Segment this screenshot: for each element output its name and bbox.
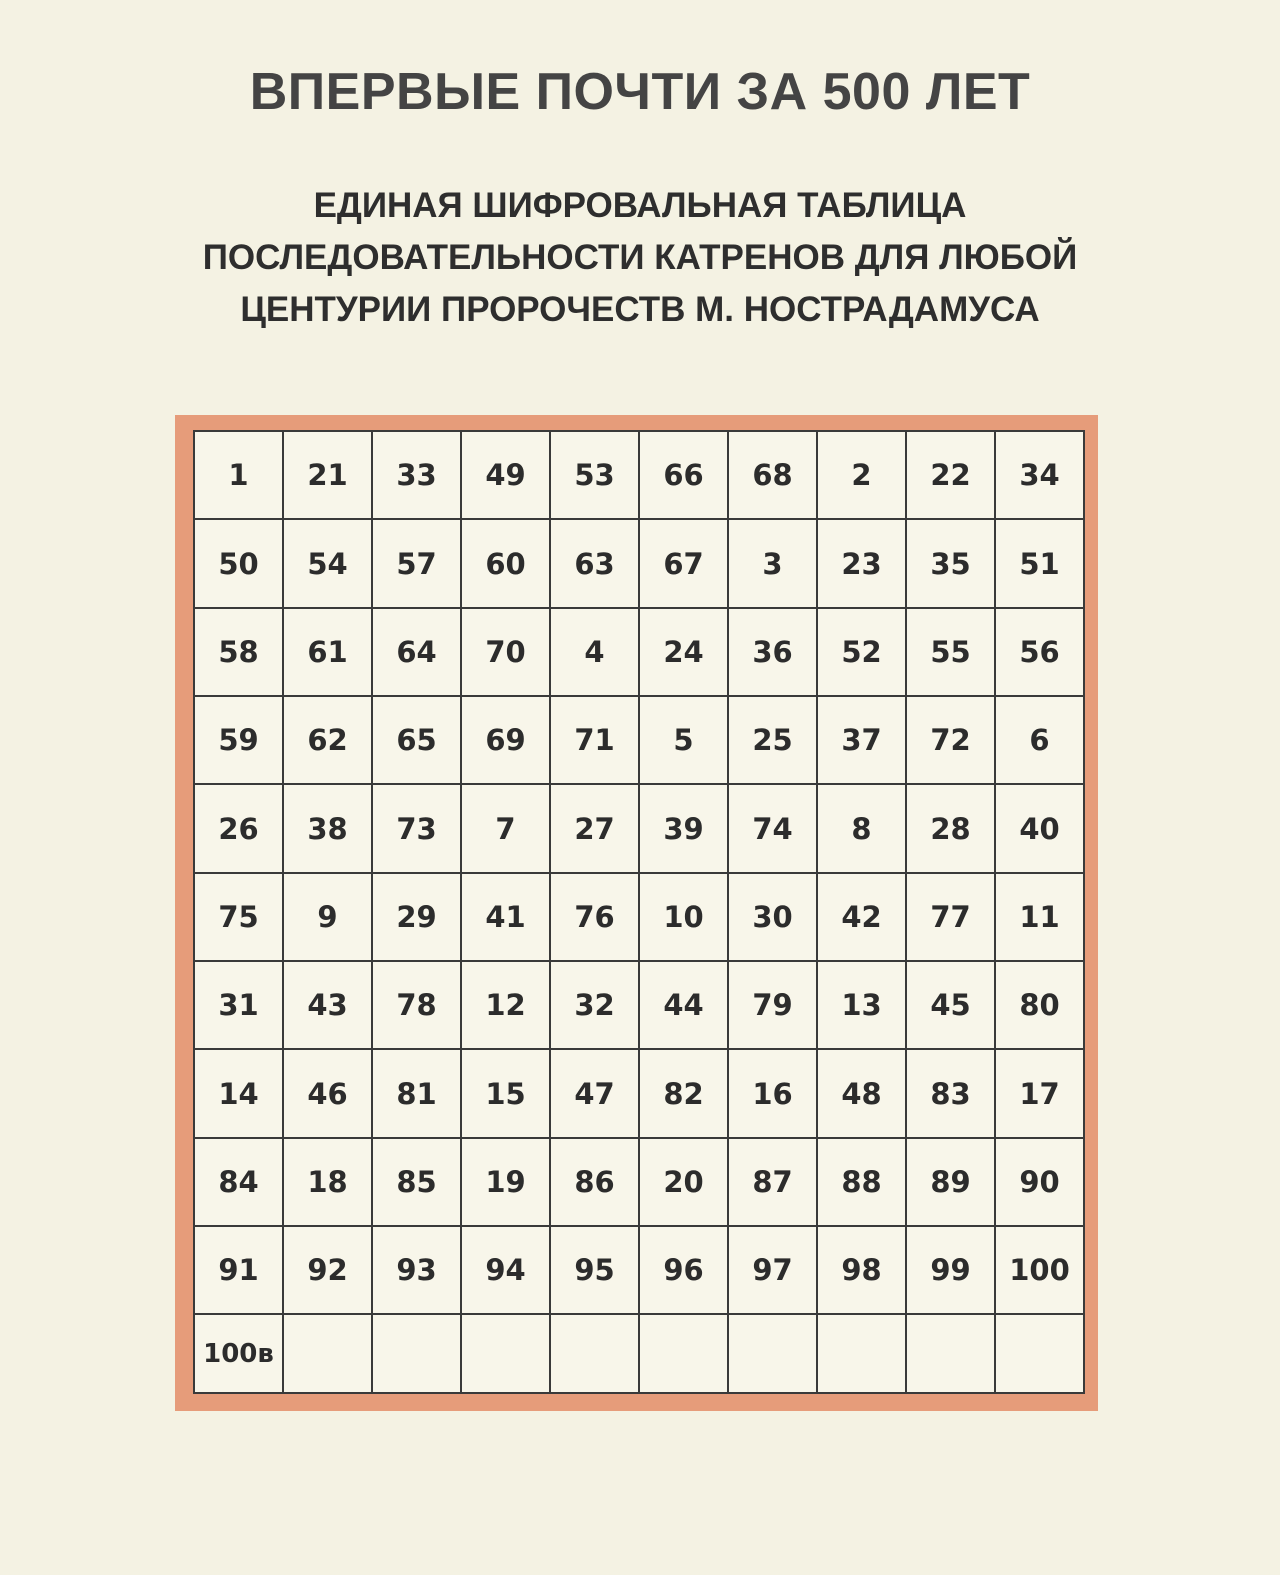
- table-cell: 23: [817, 519, 906, 607]
- table-cell: 4: [550, 608, 639, 696]
- table-cell: [995, 1314, 1084, 1393]
- table-row: [194, 784, 1084, 872]
- table-cell: 86: [550, 1138, 639, 1226]
- table-cell: [728, 1314, 817, 1393]
- table-cell: 36: [728, 608, 817, 696]
- table-cell: 12: [461, 961, 550, 1049]
- subtitle-line: ЕДИНАЯ ШИФРОВАЛЬНАЯ ТАБЛИЦА: [313, 186, 967, 225]
- table-cell: 76: [550, 873, 639, 961]
- table-cell: 90: [995, 1138, 1084, 1226]
- table-cell: 37: [817, 696, 906, 784]
- cipher-table: [193, 430, 1085, 1394]
- table-cell: 13: [817, 961, 906, 1049]
- table-cell: 67: [639, 519, 728, 607]
- table-cell: 24: [639, 608, 728, 696]
- table-cell: 27: [550, 784, 639, 872]
- table-cell: 50: [194, 519, 283, 607]
- table-row: [194, 431, 1084, 519]
- table-row: [194, 519, 1084, 607]
- table-cell: 72: [906, 696, 995, 784]
- table-cell: 49: [461, 431, 550, 519]
- table-cell: 84: [194, 1138, 283, 1226]
- table-cell: 57: [372, 519, 461, 607]
- table-cell: 70: [461, 608, 550, 696]
- table-cell: 82: [639, 1049, 728, 1137]
- table-row: [194, 1138, 1084, 1226]
- table-cell: 35: [906, 519, 995, 607]
- table-cell: 92: [283, 1226, 372, 1314]
- table-cell: 56: [995, 608, 1084, 696]
- table-cell: [550, 1314, 639, 1393]
- table-cell: 14: [194, 1049, 283, 1137]
- table-cell: 97: [728, 1226, 817, 1314]
- table-cell: 46: [283, 1049, 372, 1137]
- table-row: [194, 696, 1084, 784]
- table-cell: 38: [283, 784, 372, 872]
- table-cell: 78: [372, 961, 461, 1049]
- table-cell: 30: [728, 873, 817, 961]
- table-cell: 63: [550, 519, 639, 607]
- table-cell: 34: [995, 431, 1084, 519]
- table-cell: 66: [639, 431, 728, 519]
- table-cell: 98: [817, 1226, 906, 1314]
- cipher-table-body: [194, 431, 1084, 1393]
- table-cell: 77: [906, 873, 995, 961]
- table-cell: 81: [372, 1049, 461, 1137]
- table-cell: 31: [194, 961, 283, 1049]
- table-row: [194, 1049, 1084, 1137]
- table-cell: 83: [906, 1049, 995, 1137]
- table-cell: 85: [372, 1138, 461, 1226]
- table-cell: 55: [906, 608, 995, 696]
- table-cell: 33: [372, 431, 461, 519]
- table-cell: 100: [995, 1226, 1084, 1314]
- table-cell: 20: [639, 1138, 728, 1226]
- table-cell: 8: [817, 784, 906, 872]
- table-row: [194, 873, 1084, 961]
- table-cell: 51: [995, 519, 1084, 607]
- table-cell: 94: [461, 1226, 550, 1314]
- table-cell: [906, 1314, 995, 1393]
- table-cell: 68: [728, 431, 817, 519]
- table-cell: 75: [194, 873, 283, 961]
- table-cell: 1: [194, 431, 283, 519]
- table-cell: 25: [728, 696, 817, 784]
- table-cell: 28: [906, 784, 995, 872]
- table-cell: 60: [461, 519, 550, 607]
- table-cell: 71: [550, 696, 639, 784]
- table-cell: 80: [995, 961, 1084, 1049]
- table-cell: 32: [550, 961, 639, 1049]
- table-cell: [283, 1314, 372, 1393]
- table-cell: 3: [728, 519, 817, 607]
- table-cell: 52: [817, 608, 906, 696]
- table-row: [194, 1226, 1084, 1314]
- table-cell: 88: [817, 1138, 906, 1226]
- table-cell: 48: [817, 1049, 906, 1137]
- table-cell: 43: [283, 961, 372, 1049]
- table-cell: 79: [728, 961, 817, 1049]
- table-row: [194, 608, 1084, 696]
- table-cell: 2: [817, 431, 906, 519]
- table-cell: 40: [995, 784, 1084, 872]
- subtitle: [0, 180, 1280, 336]
- table-cell: 69: [461, 696, 550, 784]
- subtitle-line: ПОСЛЕДОВАТЕЛЬНОСТИ КАТРЕНОВ ДЛЯ ЛЮБОЙ: [202, 238, 1078, 277]
- table-cell: 21: [283, 431, 372, 519]
- table-cell: 62: [283, 696, 372, 784]
- table-cell: 19: [461, 1138, 550, 1226]
- table-cell: 74: [728, 784, 817, 872]
- table-cell: 73: [372, 784, 461, 872]
- table-row: [194, 1314, 1084, 1393]
- table-cell: 47: [550, 1049, 639, 1137]
- table-cell: 41: [461, 873, 550, 961]
- table-cell: 64: [372, 608, 461, 696]
- table-cell: 61: [283, 608, 372, 696]
- table-cell: 89: [906, 1138, 995, 1226]
- subtitle-line: ЦЕНТУРИИ ПРОРОЧЕСТВ М. НОСТРАДАМУСА: [240, 290, 1040, 329]
- table-cell: 39: [639, 784, 728, 872]
- headline: ВПЕРВЫЕ ПОЧТИ ЗА 500 ЛЕТ: [249, 63, 1031, 121]
- table-cell: 42: [817, 873, 906, 961]
- table-cell: 44: [639, 961, 728, 1049]
- table-cell: 45: [906, 961, 995, 1049]
- table-row: [194, 961, 1084, 1049]
- table-cell: 10: [639, 873, 728, 961]
- table-cell: 100в: [194, 1314, 283, 1393]
- table-cell: 5: [639, 696, 728, 784]
- table-cell: 59: [194, 696, 283, 784]
- table-cell: 15: [461, 1049, 550, 1137]
- table-cell: [461, 1314, 550, 1393]
- table-frame: [175, 415, 1098, 1411]
- table-cell: 87: [728, 1138, 817, 1226]
- table-cell: 96: [639, 1226, 728, 1314]
- table-cell: 7: [461, 784, 550, 872]
- table-cell: [372, 1314, 461, 1393]
- table-cell: 18: [283, 1138, 372, 1226]
- table-cell: 26: [194, 784, 283, 872]
- table-cell: 54: [283, 519, 372, 607]
- table-cell: 99: [906, 1226, 995, 1314]
- table-cell: 22: [906, 431, 995, 519]
- table-cell: 91: [194, 1226, 283, 1314]
- table-cell: 53: [550, 431, 639, 519]
- table-cell: 93: [372, 1226, 461, 1314]
- table-cell: 17: [995, 1049, 1084, 1137]
- table-cell: [817, 1314, 906, 1393]
- table-cell: 16: [728, 1049, 817, 1137]
- table-cell: [639, 1314, 728, 1393]
- table-cell: 9: [283, 873, 372, 961]
- table-cell: 58: [194, 608, 283, 696]
- table-cell: 6: [995, 696, 1084, 784]
- table-cell: 95: [550, 1226, 639, 1314]
- table-cell: 65: [372, 696, 461, 784]
- table-cell: 11: [995, 873, 1084, 961]
- table-cell: 29: [372, 873, 461, 961]
